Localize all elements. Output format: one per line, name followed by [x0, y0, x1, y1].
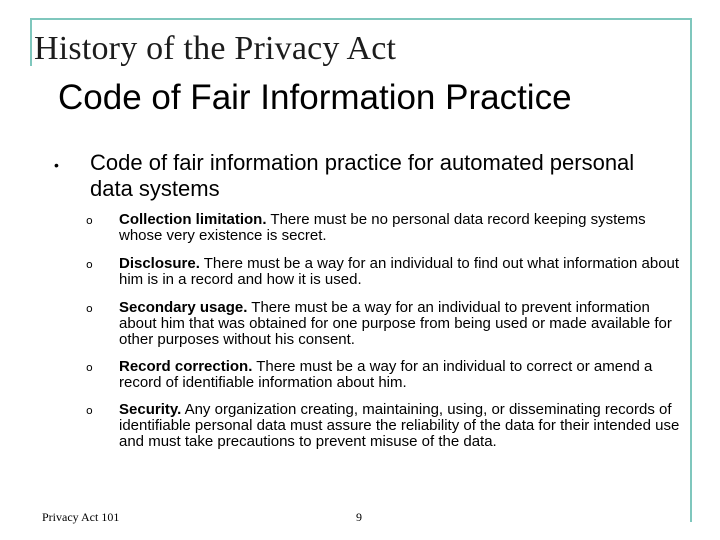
footer-course-label: Privacy Act 101 [42, 510, 120, 524]
list-item [86, 211, 680, 244]
item-text: There must be no personal data record keeping systems whose very existence is secret. [119, 211, 646, 244]
item-text: Any organization creating, maintaining, using, or disseminating records of identifiable personal data must assure the reliability of the data for their intended use and must take precautions to prevent misuse of the data. [119, 401, 680, 450]
item-term: Disclosure. [119, 255, 200, 272]
frame-right-line [690, 18, 692, 522]
circle-bullet-icon: o [86, 404, 93, 417]
item-text: There must be a way for an individual to find out what information about him is in a record and how it is used. [119, 255, 680, 288]
item-term: Secondary usage. [119, 299, 248, 316]
list-item [86, 401, 680, 450]
frame-left-line [30, 18, 32, 66]
main-bullet [54, 150, 658, 202]
list-item [86, 255, 680, 288]
circle-bullet-icon: o [86, 302, 93, 315]
bullet-dot-icon: • [54, 157, 59, 173]
circle-bullet-icon: o [86, 214, 93, 227]
frame-top-line [30, 18, 692, 20]
practice-list [86, 211, 680, 462]
item-term: Record correction. [119, 358, 253, 375]
main-bullet-text: Code of fair information practice for automated personal data systems [90, 150, 635, 201]
circle-bullet-icon: o [86, 258, 93, 271]
circle-bullet-icon: o [86, 361, 93, 374]
slide-subtitle: Code of Fair Information Practice [58, 78, 572, 117]
list-item [86, 299, 680, 348]
item-term: Security. [119, 401, 182, 418]
item-term: Collection limitation. [119, 211, 267, 228]
item-text: There must be a way for an individual to prevent information about him that was obtained for one purpose from being used or made available for other purposes without his consent. [119, 299, 672, 348]
item-text: There must be a way for an individual to correct or amend a record of identifiable information about him. [119, 358, 653, 391]
list-item [86, 358, 680, 391]
page-number: 9 [356, 510, 362, 524]
slide-title: History of the Privacy Act [34, 30, 397, 67]
